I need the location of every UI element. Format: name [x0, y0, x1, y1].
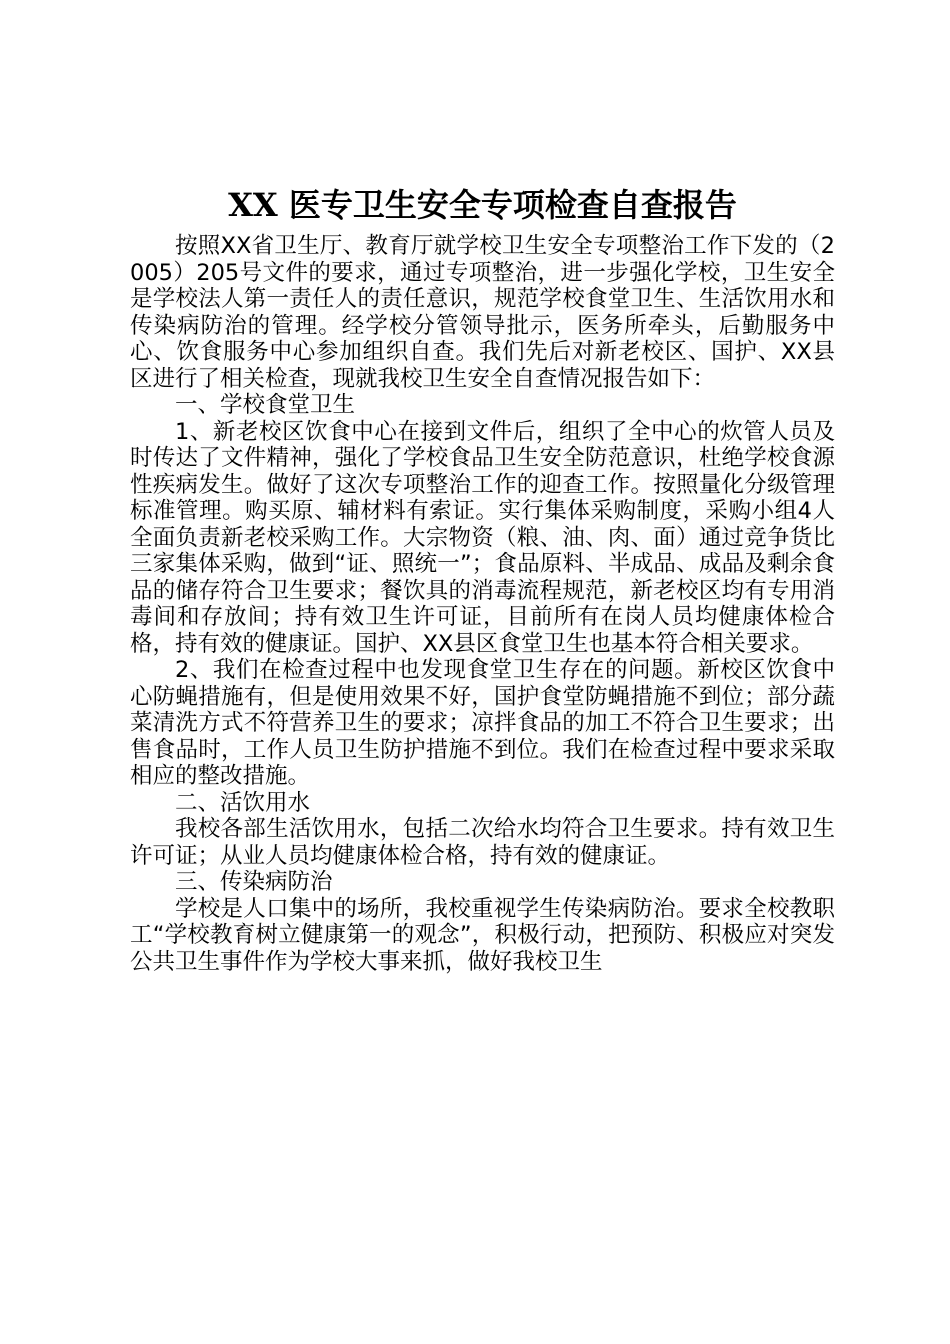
- document-title: XX 医专卫生安全专项检查自查报告: [228, 186, 737, 224]
- disease-paragraph: 学校是人口集中的场所，我校重视学生传染病防治。要求全校教职工“学校教育树立健康第一的观念”，积极行动，把预防、积极应对突发公共卫生事件作为学校大事来抓，做好我校卫生: [130, 895, 835, 975]
- section-heading-canteen: 一、学校食堂卫生: [175, 392, 356, 418]
- canteen-paragraph-2: 2、我们在检查过程中也发现食堂卫生存在的问题。新校区饮食中心防蝇措施有，但是使用效果不好，国护食堂防蝇措施不到位；部分蔬菜清洗方式不符营养卫生的要求；凉拌食品的加工不符合卫生要求；出售食品时，工作人员卫生防护措施不到位。我们在检查过程中要求采取相应的整改措施。: [130, 657, 835, 789]
- section-heading-water: 二、活饮用水: [175, 789, 311, 816]
- water-paragraph: 我校各部生活饮用水，包括二次给水均符合卫生要求。持有效卫生许可证；从业人员均健康体检合格，持有效的健康证。: [130, 816, 835, 869]
- document-page: [130, 183, 835, 975]
- section-heading-disease: 三、传染病防治: [175, 869, 333, 895]
- intro-paragraph: 按照XX省卫生厅、教育厅就学校卫生安全专项整治工作下发的（2005）205号文件的要求，通过专项整治，进一步强化学校，卫生安全是学校法人第一责任人的责任意识，规范学校食堂卫生、生活饮用水和传染病防治的管理。经学校分管领导批示，医务所牵头，后勤服务中心、饮食服务中心参加组织自查。我们先后对新老校区、国护、XX县区进行了相关检查，现就我校卫生安全自查情况报告如下：: [130, 233, 835, 392]
- canteen-paragraph-1: 1、新老校区饮食中心在接到文件后，组织了全中心的炊管人员及时传达了文件精神，强化了学校食品卫生安全防范意识，杜绝学校食源性疾病发生。做好了这次专项整治工作的迎查工作。按照量化分级管理标准管理。购买原、辅材料有索证。实行集体采购制度，采购小组4人全面负责新老校采购工作。大宗物资（粮、油、肉、面）通过竞争货比三家集体采购，做到“证、照统一”；食品原料、半成品、成品及剩余食品的储存符合卫生要求；餐饮具的消毒流程规范，新老校区均有专用消毒间和存放间；持有效卫生许可证，目前所有在岗人员均健康体检合格，持有效的健康证。国护、XX县区食堂卫生也基本符合相关要求。: [130, 418, 835, 657]
